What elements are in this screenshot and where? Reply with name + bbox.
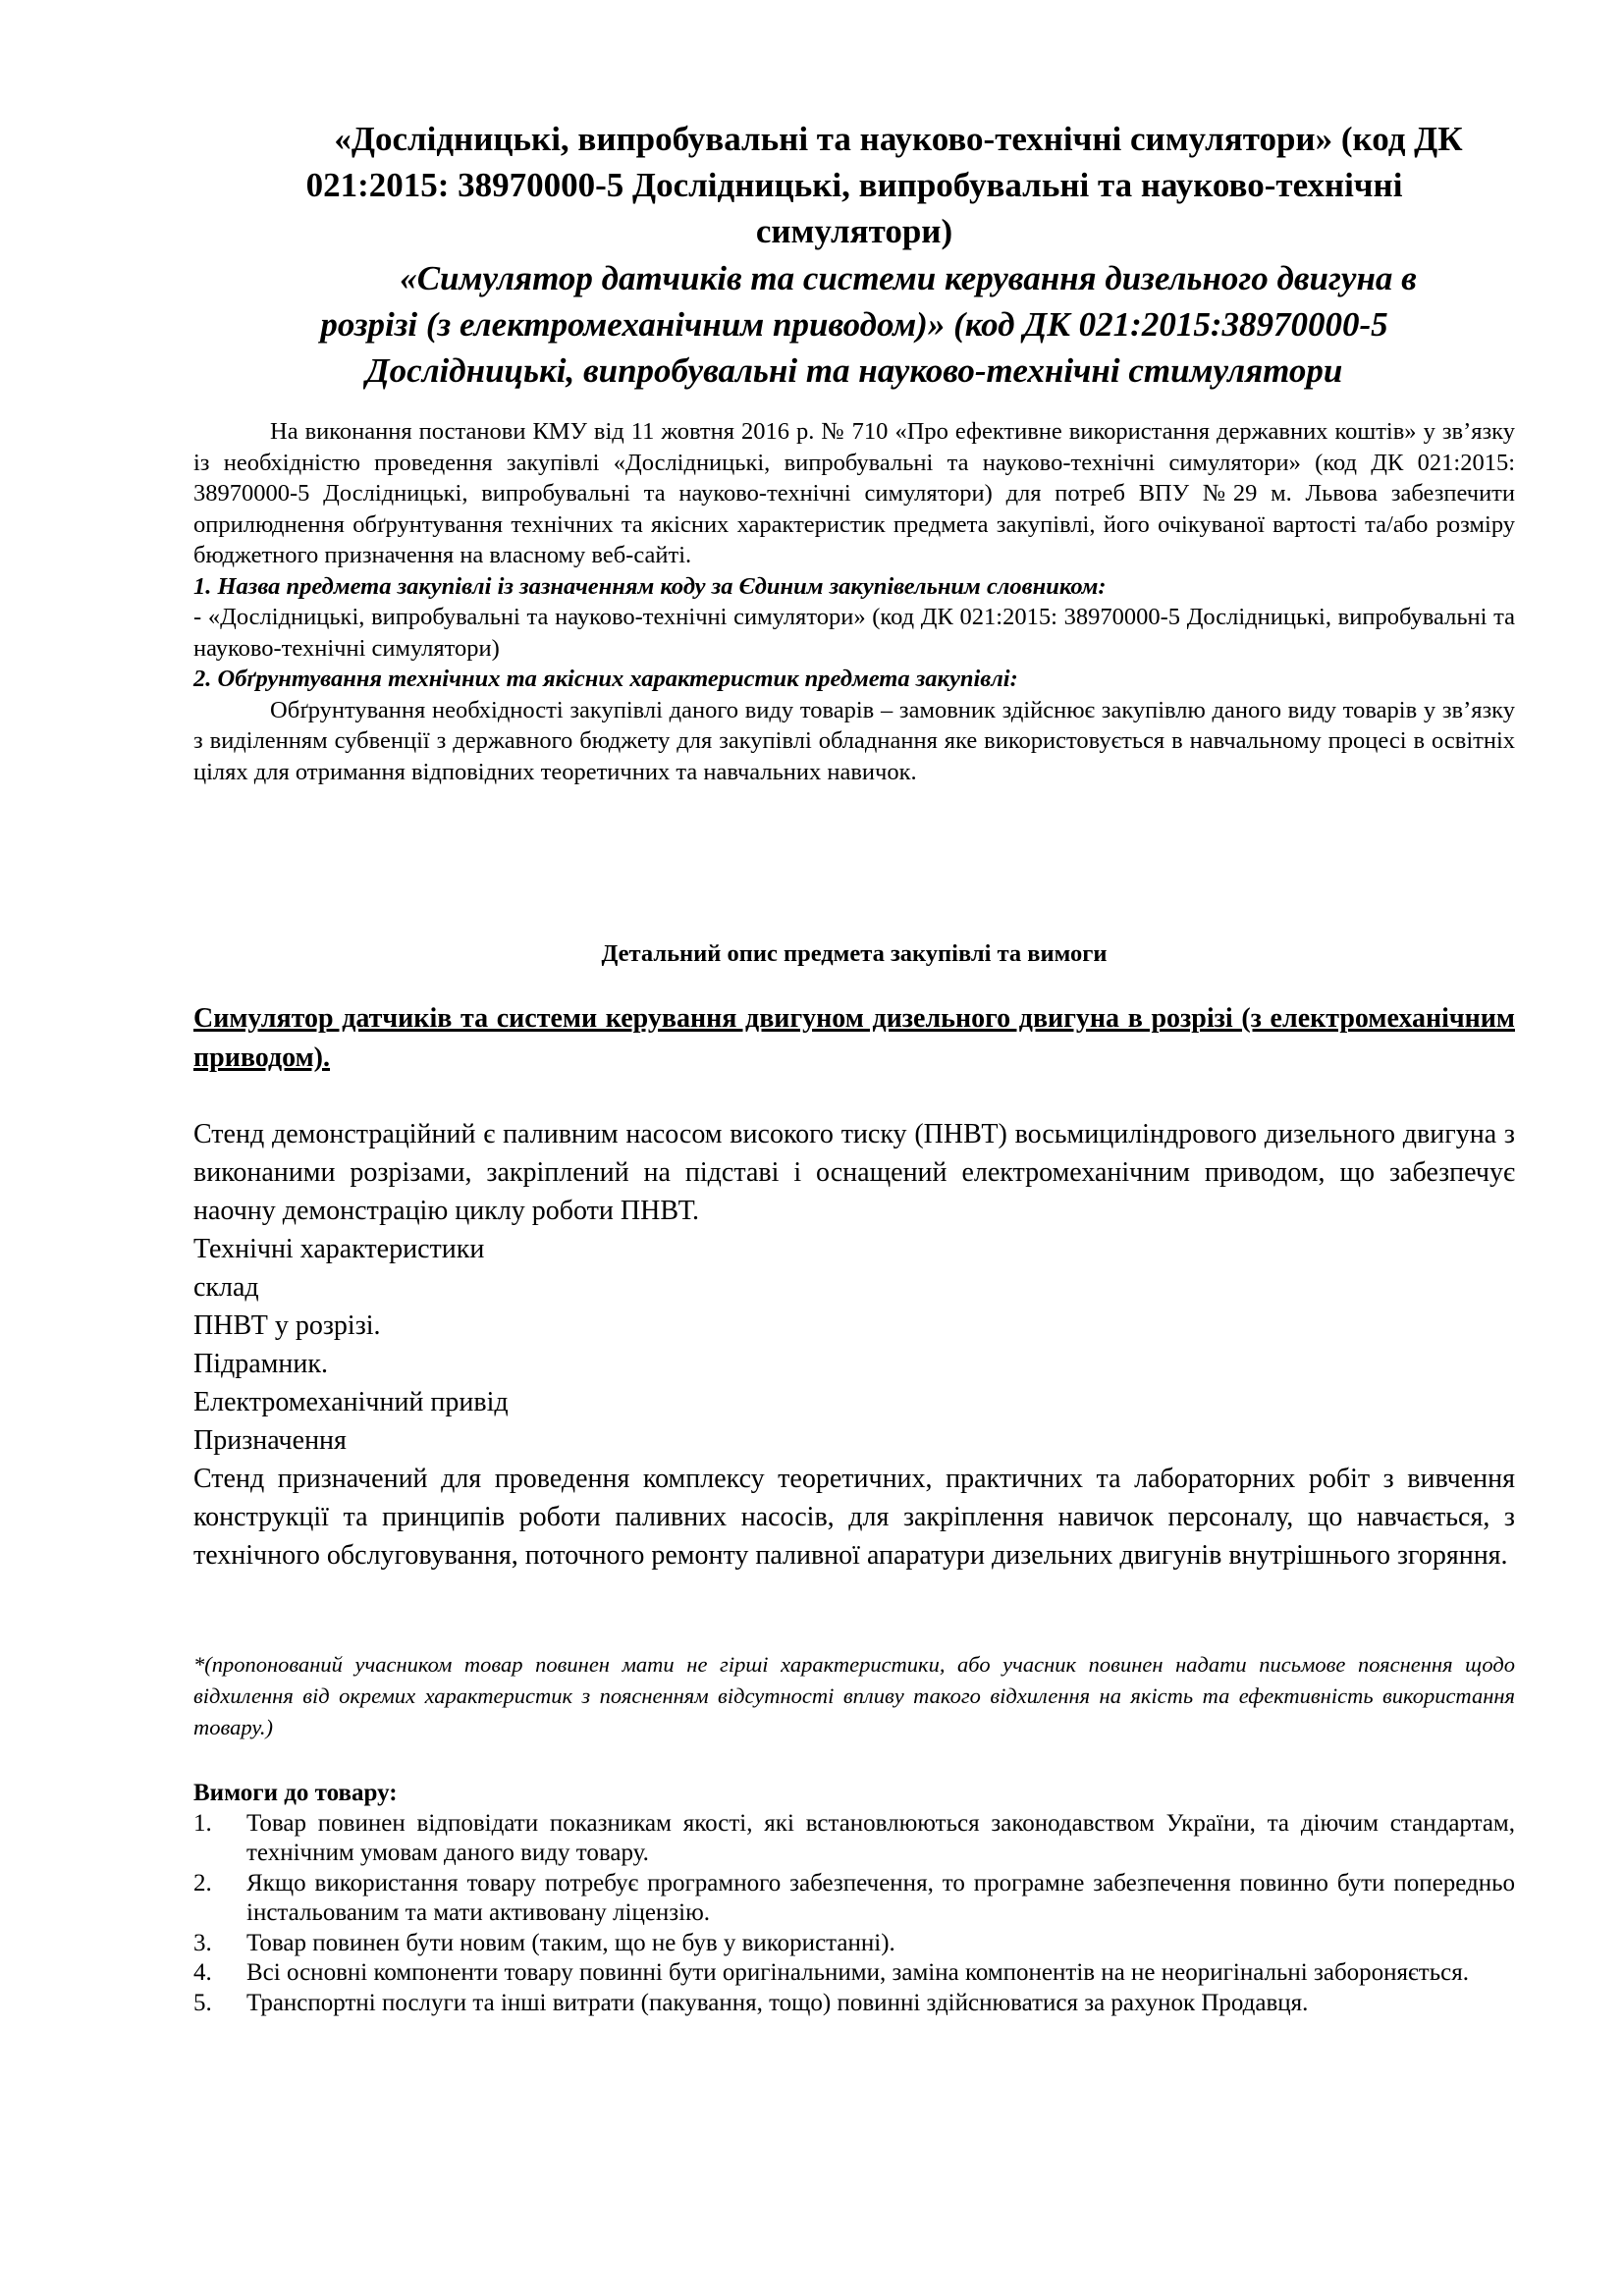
section1-heading: 1. Назва предмета закупівлі із зазначенням коду за Єдиним закупівельним словником: — [193, 572, 1107, 600]
requirement-number: 1. — [193, 1809, 212, 1837]
intro-paragraph: На виконання постанови КМУ від 11 жовтня 2016 р. № 710 «Про ефективне використання державних коштів» у зв’язку із необхідністю проведення закупівлі «Дослідницькі, випробувальні та науково-технічні симулятори» (код ДК 021:2015: 38970000-5 Дослідницькі, випробувальні та науково-технічні симулятори) для потреб ВПУ №29 м. Львова забезпечити оприлюднення обґрунтування технічних та якісних характеристик предмета закупівлі, його очікуваної вартості та/або розміру бюджетного призначення на власному веб-сайті. — [193, 418, 1515, 568]
purpose-text: Стенд призначений для проведення комплексу теоретичних, практичних та лабораторних робіт з вивчення конструкції та принципів роботи паливних насосів, для закріплення навичок персоналу, що навчається, з технічного обслуговування, поточного ремонту паливної апаратури дизельних двигунів внутрішнього згоряння. — [193, 1464, 1515, 1571]
requirement-text: Транспортні послуги та інші витрати (пакування, тощо) повинні здійснюватися за рахунок Продавця. — [246, 1989, 1309, 2016]
tech-label: Технічні характеристики — [193, 1234, 485, 1264]
requirements-list — [193, 1809, 1515, 2019]
composition-label: склад — [193, 1272, 259, 1303]
intro-section — [193, 416, 1515, 787]
component-item: Електромеханічний привід — [193, 1387, 509, 1417]
requirement-number: 3. — [193, 1929, 212, 1956]
purpose-label: Призначення — [193, 1425, 347, 1456]
details-heading: Детальний опис предмета закупівлі та вимоги — [601, 940, 1108, 967]
requirement-text: Якщо використання товару потребує програмного забезпечення, то програмне забезпечення повинно бути попередньо інстальованим та мати активовану ліцензію. — [246, 1869, 1515, 1926]
requirement-number: 4. — [193, 1959, 212, 1986]
requirement-text: Товар повинен відповідати показникам якості, які встановлюються законодавством України, та діючим стандартам, технічним умовам даного виду товару. — [246, 1809, 1515, 1866]
product-description: Стенд демонстраційний є паливним насосом високого тиску (ПНВТ) восьмициліндрового дизельного двигуна з виконаними розрізами, закріплений на підставі і оснащений електромеханічним приводом, що забезпечує наочну демонстрацію циклу роботи ПНВТ. — [193, 1119, 1515, 1226]
note-text: *(пропонований учасником товар повинен мати не гірші характеристики, або учасник повинен надати письмове пояснення щодо відхилення від окремих характеристик з поясненням відсутності впливу такого відхилення на якість та ефективність використання товару.) — [193, 1652, 1515, 1739]
requirement-number: 5. — [193, 1989, 212, 2016]
requirement-text: Товар повинен бути новим (таким, що не був у використанні). — [246, 1929, 895, 1956]
document-title — [193, 116, 1515, 394]
section2-text: Обґрунтування необхідності закупівлі даного виду товарів – замовник здійснює закупівлю даного виду товарів у зв’язку з виділенням субвенції з державного бюджету для закупівлі обладнання яке використовується в навчальному процесі в освітніх цілях для отримання відповідних теоретичних та навчальних навичок. — [193, 696, 1515, 785]
requirement-item — [193, 1989, 1515, 2019]
requirement-item — [193, 1929, 1515, 1959]
requirement-item — [193, 1958, 1515, 1989]
requirements-title: Вимоги до товару: — [193, 1780, 398, 1806]
requirement-number: 2. — [193, 1869, 212, 1896]
product-title: Симулятор датчиків та системи керування двигуном дизельного двигуна в розрізі (з електромеханічним приводом). — [193, 1003, 1515, 1073]
description-section — [193, 1115, 1515, 1575]
section1-text: - «Дослідницькі, випробувальні та науково-технічні симулятори» (код ДК 021:2015: 38970000-5 Дослідницькі, випробувальні та науково-технічні симулятори) — [193, 604, 1515, 662]
title-main: «Дослідницькі, випробувальні та науково-технічні симулятори» (код ДК 021:2015: 38970000-5 Дослідницькі, випробувальні та науково-технічні симулятори) — [305, 120, 1463, 250]
title-italic: «Симулятор датчиків та системи керування дизельного двигуна в розрізі (з електромеханічним приводом)» (код ДК 021:2015:38970000-5 Дослідницькі, випробувальні та науково-технічні стимулятори — [320, 259, 1417, 390]
component-item: Підрамник. — [193, 1349, 328, 1379]
requirement-item — [193, 1869, 1515, 1929]
section2-heading: 2. Обґрунтування технічних та якісних характеристик предмета закупівлі: — [193, 666, 1018, 692]
requirement-item — [193, 1809, 1515, 1869]
requirement-text: Всі основні компоненти товару повинні бути оригінальними, заміна компонентів на не неоригінальні забороняється. — [246, 1959, 1469, 1986]
requirements-section — [193, 1779, 1515, 2018]
component-item: ПНВТ у розрізі. — [193, 1310, 381, 1341]
